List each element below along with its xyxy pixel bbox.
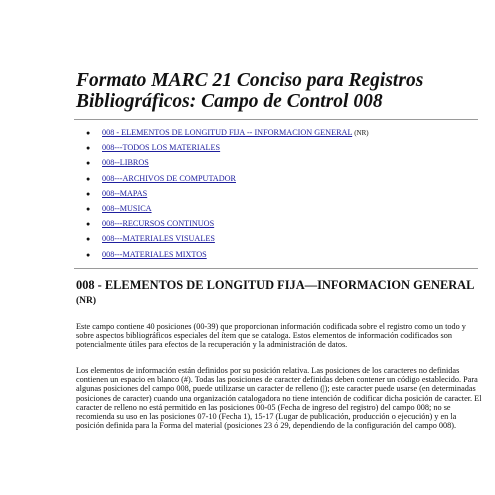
table-of-contents — [84, 127, 479, 264]
page-title: Formato MARC 21 Conciso para Registros Bibliográficos: Campo de Control 008 — [76, 70, 424, 112]
toc-link-informacion-general[interactable]: 008 - ELEMENTOS DE LONGITUD FIJA -- INFORMACION GENERAL — [102, 128, 353, 137]
section-heading-note: (NR) — [76, 296, 97, 306]
toc-item — [84, 127, 479, 142]
toc-link-recursos-continuos[interactable]: 008---RECURSOS CONTINUOS — [102, 219, 215, 229]
toc-link-todos-los-materiales[interactable]: 008---TODOS LOS MATERIALES — [102, 143, 221, 153]
section-heading-text: 008 - ELEMENTOS DE LONGITUD FIJA—INFORMACION GENERAL — [76, 278, 474, 292]
bullet-icon: ● — [86, 250, 91, 259]
body-paragraph: Este campo contiene 40 posiciones (00-39) que proporcionan información codificada sobre el registro como un todo y sobre aspectos bibliográficos especiales del ítem que se cataloga. Estos elementos de información codificados son potencialmente útiles para efectos de la recuperación y la administración de datos. — [76, 322, 466, 350]
toc-item — [84, 203, 479, 218]
section-heading — [76, 278, 480, 308]
bullet-icon: ● — [86, 159, 91, 168]
bullet-icon: ● — [86, 204, 91, 213]
toc-note: (NR) — [354, 129, 369, 137]
bullet-icon: ● — [86, 235, 91, 244]
toc-item — [84, 233, 479, 248]
toc-item — [84, 218, 479, 233]
horizontal-rule — [74, 268, 478, 269]
toc-item — [84, 249, 479, 264]
toc-item — [84, 188, 479, 203]
bullet-icon: ● — [86, 220, 91, 229]
toc-link-materiales-visuales[interactable]: 008---MATERIALES VISUALES — [102, 234, 215, 244]
bullet-icon: ● — [86, 174, 91, 183]
horizontal-rule — [74, 119, 478, 120]
toc-item — [84, 142, 479, 157]
bullet-icon: ● — [86, 189, 91, 198]
toc-link-mapas[interactable]: 008--MAPAS — [102, 188, 148, 198]
bullet-icon: ● — [86, 144, 91, 153]
toc-link-libros[interactable]: 008--LIBROS — [102, 158, 149, 168]
body-paragraph: Los elementos de información están definidos por su posición relativa. Las posiciones de los caracteres no definidas contienen un espacio en blanco (#). Todas las posiciones de caracter definidas deben contener un código establecido. Para algunas posiciones del campo 008, puede utilizarse un caracter de relleno (|); este caracter puede usarse (en determinadas posiciones de caracter) cuando una organización catalogadora no tiene intención de codificar dicha posición de caracter. El caracter de relleno no está permitido en las posiciones 00-05 (Fecha de ingreso del registro) del campo 008; no se recomienda su uso en las posiciones 07-10 (Fecha 1), 15-17 (Lugar de publicación, producción o ejecución) y en la posición definida para la Forma del material (posiciones 23 ó 29, dependiendo de la configuración del campo 008). — [76, 366, 482, 431]
toc-link-materiales-mixtos[interactable]: 008---MATERIALES MIXTOS — [102, 249, 207, 259]
toc-item — [84, 173, 479, 188]
toc-link-musica[interactable]: 008--MUSICA — [102, 203, 152, 213]
bullet-icon: ● — [86, 129, 91, 137]
toc-link-archivos-de-computador[interactable]: 008---ARCHIVOS DE COMPUTADOR — [102, 173, 236, 183]
toc-item — [84, 157, 479, 172]
